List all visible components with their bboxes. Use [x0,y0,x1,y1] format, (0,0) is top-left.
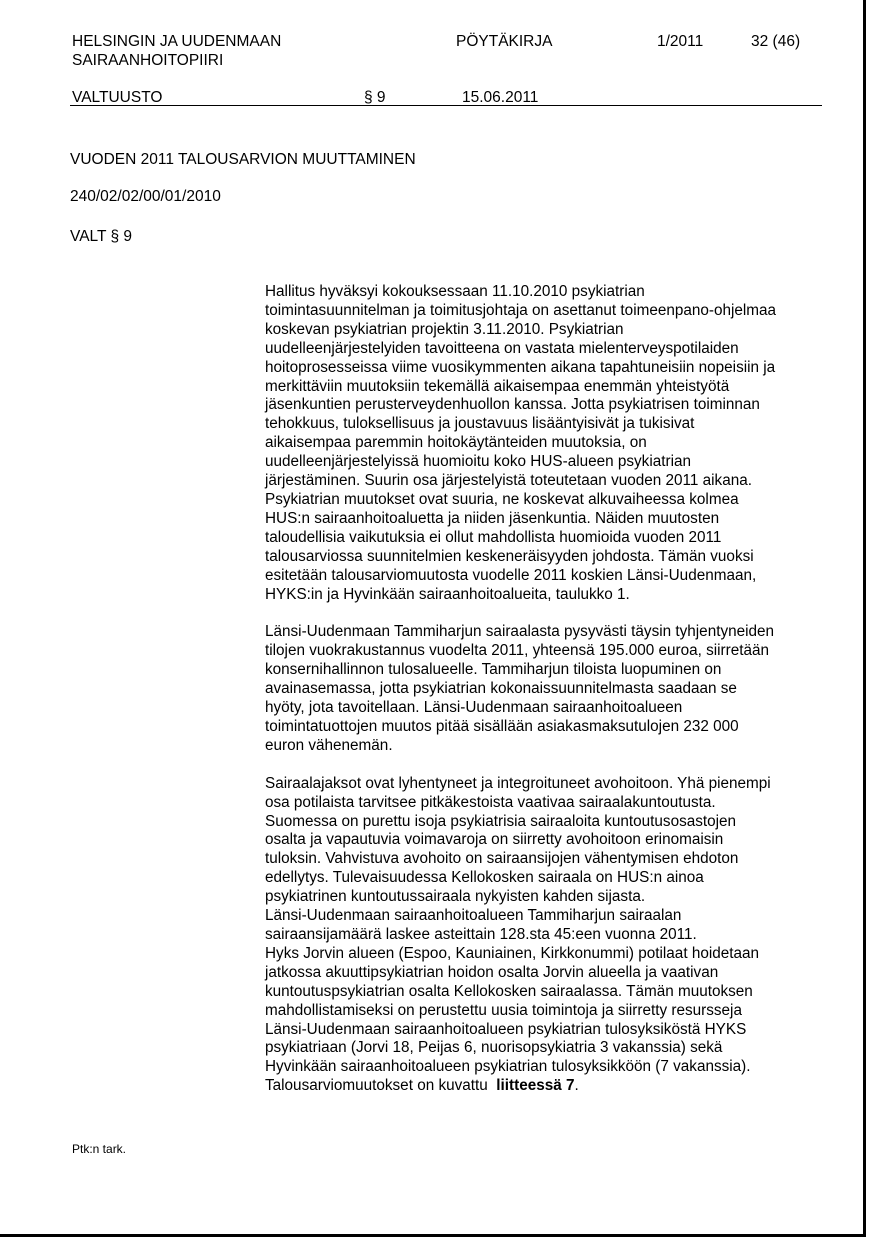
text-line: HUS:n sairaanhoitoaluetta ja niiden jäsenkuntia. Näiden muutosten [265,509,720,527]
text-line: toimintasuunnitelman ja toimitusjohtaja on asettanut toimeenpano-ohjelmaa [265,301,777,319]
text-line: tuloksin. Vahvistuva avohoito on sairaansijojen vähentymisen ehdoton [265,850,739,868]
text-line: hyöty, jota tavoitellaan. Länsi-Uudenmaan sairaanhoitoalueen [265,699,683,717]
text-line: konsernihallinnon tulosalueelle. Tammiharjun tiloista luopuminen on [265,661,722,679]
paragraph-3 [265,775,825,1096]
text-line: osa potilaista tarvitsee pitkäkestoista vaativaa sairaalakuntoutusta. [265,793,716,811]
text-line: jatkossa akuuttipsykiatrian hoidon osalta Jorvin alueella ja vaativan [265,963,719,981]
paragraph-1 [265,283,825,604]
document-title: VUODEN 2011 TALOUSARVION MUUTTAMINEN [70,151,416,168]
text-line: koskevan psykiatrian projektin 3.11.2010. Psykiatrian [265,320,624,338]
text-line: Suomessa on purettu isoja psykiatrisia sairaaloita kuntoutusosastojen [265,812,737,830]
text-line: sairaansijamäärä laskee asteittain 128.sta 45:een vuonna 2011. [265,926,697,943]
text-line: tilojen vuokrakustannus vuodelta 2011, yhteensä 195.000 euroa, siirretään [265,642,770,660]
text-line: järjestäminen. Suurin osa järjestelyistä toteutetaan vuoden 2011 aikana. [265,472,752,490]
header-doc-type: PÖYTÄKIRJA [456,33,553,50]
header-organization [72,32,281,70]
text-line: edellytys. Tulevaisuudessa Kellokosken sairaala on HUS:n ainoa [265,869,704,887]
text-line: osalta ja vapautuvia voimavaroja on siirretty avohoitoon erinomaisin [265,831,724,849]
text-line: Länsi-Uudenmaan Tammiharjun sairaalasta pysyvästi täysin tyhjentyneiden [265,623,775,641]
text-line: Hyks Jorvin alueen (Espoo, Kauniainen, Kirkkonummi) potilaat hoidetaan [265,944,760,962]
text-line: talousarviossa suunnitelmien keskeneräisyyden johdosta. Tämän vuoksi [265,547,754,565]
text-line: uudelleenjärjestelyiden tavoitteena on vastata mielenterveyspotilaiden [265,339,739,357]
text-line: taloudellisia vaikutuksia ei ollut mahdollista huomioida vuoden 2011 [265,528,722,546]
text-line: HYKS:in ja Hyvinkään sairaanhoitoalueita, taulukko 1. [265,585,630,603]
header-org-line2: SAIRAANHOITOPIIRI [72,52,224,69]
document-section-ref: VALT § 9 [70,228,133,245]
text-line: Länsi-Uudenmaan sairaanhoitoalueen psykiatrian tulosyksiköstä HYKS [265,1020,747,1038]
footer-checked-by: Ptk:n tark. [72,1142,127,1156]
attachment-ref-prefix: Talousarviomuutokset on kuvattu [265,1077,497,1095]
text-line: kuntoutuspsykiatrian osalta Kellokosken sairaalassa. Tämän muutoksen [265,982,753,1000]
paragraph-2 [265,623,825,755]
header-rule [70,105,822,106]
header-section: § 9 [364,89,386,106]
body-text [265,283,825,1115]
text-line-attachment-ref [265,1077,825,1096]
text-line: jäsenkuntien perusterveydenhuollon kanssa. Jotta psykiatrisen toiminnan [265,396,760,414]
text-line: psykiatriaan (Jorvi 18, Peijas 6, nuorisopsykiatria 3 vakanssia) sekä [265,1039,723,1057]
text-line: Sairaalajaksot ovat lyhentyneet ja integroituneet avohoitoon. Yhä pienempi [265,774,771,792]
text-line: mahdollistamiseksi on perustettu uusia toimintoja ja siirretty resursseja [265,1001,742,1019]
document-reference: 240/02/02/00/01/2010 [70,188,221,205]
header-page-info: 32 (46) [751,33,801,50]
header-doc-number: 1/2011 [657,33,704,50]
text-line: Hyvinkään sairaanhoitoalueen psykiatrian tulosyksikköön (7 vakanssia). [265,1058,751,1076]
text-line: Psykiatrian muutokset ovat suuria, ne koskevat alkuvaiheessa kolmea [265,490,739,508]
attachment-ref-suffix: . [574,1077,579,1095]
header-body: VALTUUSTO [72,89,163,106]
text-line: euron vähenemän. [265,736,393,754]
text-line: hoitoprosesseissa viime vuosikymmenten aikana tapahtuneisiin nopeisiin ja [265,358,776,376]
text-line: esitetään talousarviomuutosta vuodelle 2011 koskien Länsi-Uudenmaan, [265,566,757,584]
text-line: aikaisempaa paremmin hoitokäytänteiden muutoksia, on [265,434,647,452]
text-line: Länsi-Uudenmaan sairaanhoitoalueen Tammiharjun sairaalan [265,907,682,925]
text-line: merkittäviin muutoksiin tekemällä aikaisempaa enemmän yhteistyötä [265,377,730,395]
attachment-ref-bold: liitteessä 7 [496,1077,575,1095]
text-line: tehokkuus, tuloksellisuus ja joustavuus lisääntyisivät ja tukisivat [265,415,695,433]
text-line: avainasemassa, jotta psykiatrian kokonaissuunnitelmasta saadaan se [265,680,737,698]
text-line: uudelleenjärjestelyissä huomioitu koko HUS-alueen psykiatrian [265,453,691,471]
text-line: Hallitus hyväksyi kokouksessaan 11.10.2010 psykiatrian [265,283,645,300]
text-line: psykiatrinen kuntoutussairaala nykyisten kahden sijasta. [265,888,646,906]
header-date: 15.06.2011 [462,89,539,106]
text-line: toimintatuottojen muutos pitää sisällään asiakasmaksutulojen 232 000 [265,717,739,735]
header-org-line1: HELSINGIN JA UUDENMAAN [72,33,282,50]
